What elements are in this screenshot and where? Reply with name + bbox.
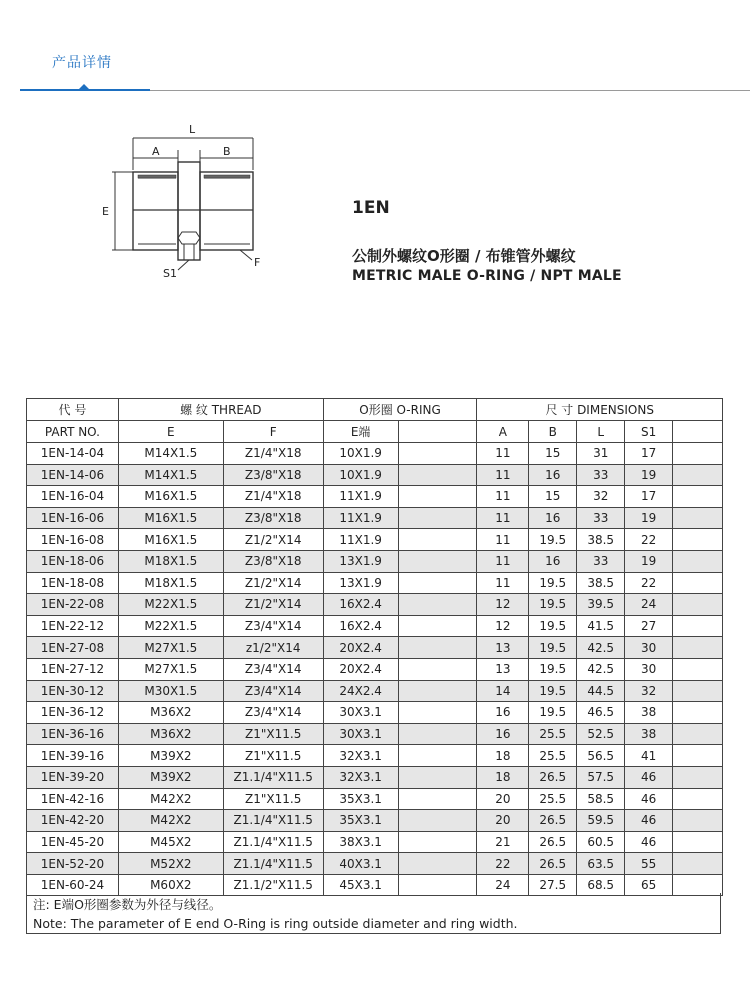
table-cell: Z1/2"X14 xyxy=(223,529,323,551)
table-cell: 11 xyxy=(477,507,529,529)
table-cell: 11X1.9 xyxy=(323,507,398,529)
table-cell: 24X2.4 xyxy=(323,680,398,702)
empty-cell xyxy=(673,594,723,616)
table-row xyxy=(27,615,723,637)
table-cell: 41.5 xyxy=(577,615,625,637)
table-cell: 24 xyxy=(625,594,673,616)
table-cell: M16X1.5 xyxy=(118,486,223,508)
empty-cell xyxy=(673,550,723,572)
empty-cell xyxy=(398,810,477,832)
table-cell: 19 xyxy=(625,464,673,486)
table-cell: 19.5 xyxy=(529,680,577,702)
dim-label-E: E xyxy=(102,205,109,218)
table-cell: Z1/4"X18 xyxy=(223,443,323,465)
table-cell: 1EN-16-08 xyxy=(27,529,119,551)
table-cell: 1EN-14-04 xyxy=(27,443,119,465)
table-cell: M45X2 xyxy=(118,831,223,853)
empty-cell xyxy=(673,443,723,465)
table-cell: 1EN-16-06 xyxy=(27,507,119,529)
table-row xyxy=(27,594,723,616)
empty-cell xyxy=(398,702,477,724)
empty-cell xyxy=(673,723,723,745)
table-cell: 14 xyxy=(477,680,529,702)
header-A: A xyxy=(477,421,529,443)
table-cell: 11 xyxy=(477,572,529,594)
header-tab-underline xyxy=(20,89,150,91)
table-cell: 46 xyxy=(625,810,673,832)
table-cell: 45X3.1 xyxy=(323,874,398,896)
table-cell: 41 xyxy=(625,745,673,767)
table-cell: 20X2.4 xyxy=(323,637,398,659)
table-cell: M42X2 xyxy=(118,788,223,810)
table-cell: 25.5 xyxy=(529,745,577,767)
table-cell: 58.5 xyxy=(577,788,625,810)
dim-label-A: A xyxy=(152,145,160,158)
table-row xyxy=(27,507,723,529)
header-B: B xyxy=(529,421,577,443)
empty-cell xyxy=(398,529,477,551)
table-cell: 33 xyxy=(577,507,625,529)
table-row xyxy=(27,550,723,572)
table-cell: M22X1.5 xyxy=(118,615,223,637)
table-cell: 10X1.9 xyxy=(323,464,398,486)
table-cell: 30 xyxy=(625,637,673,659)
table-row xyxy=(27,658,723,680)
table-cell: M22X1.5 xyxy=(118,594,223,616)
table-cell: 56.5 xyxy=(577,745,625,767)
table-cell: 32X3.1 xyxy=(323,766,398,788)
table-cell: 22 xyxy=(625,529,673,551)
table-cell: 52.5 xyxy=(577,723,625,745)
empty-cell xyxy=(398,766,477,788)
empty-cell xyxy=(673,658,723,680)
table-cell: 65 xyxy=(625,874,673,896)
empty-cell xyxy=(673,615,723,637)
header-empty-end xyxy=(673,421,723,443)
table-cell: 18 xyxy=(477,766,529,788)
empty-cell xyxy=(673,788,723,810)
empty-cell xyxy=(398,486,477,508)
table-cell: 1EN-60-24 xyxy=(27,874,119,896)
table-cell: 30 xyxy=(625,658,673,680)
dim-label-B: B xyxy=(223,145,231,158)
table-cell: Z1/2"X14 xyxy=(223,572,323,594)
table-cell: 1EN-30-12 xyxy=(27,680,119,702)
table-cell: Z1"X11.5 xyxy=(223,745,323,767)
table-cell: M42X2 xyxy=(118,810,223,832)
table-cell: 68.5 xyxy=(577,874,625,896)
table-cell: 1EN-42-16 xyxy=(27,788,119,810)
table-row xyxy=(27,486,723,508)
table-cell: Z3/4"X14 xyxy=(223,615,323,637)
table-cell: 1EN-16-04 xyxy=(27,486,119,508)
empty-cell xyxy=(398,615,477,637)
table-cell: Z3/8"X18 xyxy=(223,464,323,486)
table-row xyxy=(27,788,723,810)
table-cell: 26.5 xyxy=(529,853,577,875)
table-row xyxy=(27,723,723,745)
table-cell: Z1.1/4"X11.5 xyxy=(223,853,323,875)
table-cell: 31 xyxy=(577,443,625,465)
table-cell: 1EN-27-12 xyxy=(27,658,119,680)
header-code: 代 号 xyxy=(27,399,119,421)
empty-cell xyxy=(398,550,477,572)
table-row xyxy=(27,529,723,551)
table-cell: 40X3.1 xyxy=(323,853,398,875)
table-row xyxy=(27,766,723,788)
table-cell: 55 xyxy=(625,853,673,875)
table-cell: M14X1.5 xyxy=(118,464,223,486)
table-cell: Z3/4"X14 xyxy=(223,680,323,702)
table-cell: 1EN-22-08 xyxy=(27,594,119,616)
empty-cell xyxy=(673,507,723,529)
empty-cell xyxy=(673,637,723,659)
table-cell: 26.5 xyxy=(529,766,577,788)
header-part-no: PART NO. xyxy=(27,421,119,443)
table-cell: 20X2.4 xyxy=(323,658,398,680)
table-cell: 27.5 xyxy=(529,874,577,896)
table-cell: 42.5 xyxy=(577,658,625,680)
empty-cell xyxy=(673,745,723,767)
table-cell: 42.5 xyxy=(577,637,625,659)
table-cell: 18 xyxy=(477,745,529,767)
table-cell: M27X1.5 xyxy=(118,658,223,680)
table-cell: 17 xyxy=(625,486,673,508)
table-note xyxy=(26,893,721,934)
table-cell: 1EN-42-20 xyxy=(27,810,119,832)
table-cell: 16 xyxy=(529,550,577,572)
table-cell: Z3/4"X14 xyxy=(223,658,323,680)
table-cell: 1EN-39-20 xyxy=(27,766,119,788)
empty-cell xyxy=(673,702,723,724)
empty-cell xyxy=(673,464,723,486)
table-cell: 13 xyxy=(477,658,529,680)
table-row xyxy=(27,464,723,486)
empty-cell xyxy=(398,723,477,745)
table-cell: 1EN-36-12 xyxy=(27,702,119,724)
table-cell: 1EN-36-16 xyxy=(27,723,119,745)
table-cell: M30X1.5 xyxy=(118,680,223,702)
table-cell: M18X1.5 xyxy=(118,572,223,594)
header-tab[interactable]: 产品详情 xyxy=(52,55,112,71)
table-cell: Z1/2"X14 xyxy=(223,594,323,616)
table-cell: M52X2 xyxy=(118,853,223,875)
empty-cell xyxy=(398,572,477,594)
table-cell: 1EN-27-08 xyxy=(27,637,119,659)
table-cell: 12 xyxy=(477,615,529,637)
table-cell: 26.5 xyxy=(529,810,577,832)
table-cell: z1/2"X14 xyxy=(223,637,323,659)
table-cell: Z1.1/4"X11.5 xyxy=(223,810,323,832)
empty-cell xyxy=(673,572,723,594)
empty-cell xyxy=(398,594,477,616)
table-cell: Z1.1/4"X11.5 xyxy=(223,831,323,853)
table-cell: 10X1.9 xyxy=(323,443,398,465)
table-cell: 32 xyxy=(577,486,625,508)
table-row xyxy=(27,572,723,594)
header-F: F xyxy=(223,421,323,443)
table-cell: 38 xyxy=(625,702,673,724)
header-S1: S1 xyxy=(625,421,673,443)
product-title-en: METRIC MALE O-RING / NPT MALE xyxy=(352,268,622,284)
table-cell: 1EN-18-06 xyxy=(27,550,119,572)
dim-label-F: F xyxy=(254,256,261,269)
table-row xyxy=(27,853,723,875)
table-cell: 1EN-14-06 xyxy=(27,464,119,486)
header-empty xyxy=(398,421,477,443)
table-cell: 44.5 xyxy=(577,680,625,702)
table-cell: 1EN-39-16 xyxy=(27,745,119,767)
table-cell: M16X1.5 xyxy=(118,529,223,551)
table-cell: 16 xyxy=(477,702,529,724)
table-cell: 19.5 xyxy=(529,658,577,680)
table-cell: 35X3.1 xyxy=(323,788,398,810)
table-cell: 16 xyxy=(529,507,577,529)
empty-cell xyxy=(398,658,477,680)
table-cell: 39.5 xyxy=(577,594,625,616)
empty-cell xyxy=(398,831,477,853)
empty-cell xyxy=(673,680,723,702)
table-cell: 11 xyxy=(477,529,529,551)
empty-cell xyxy=(398,788,477,810)
table-cell: Z1"X11.5 xyxy=(223,723,323,745)
table-cell: 22 xyxy=(477,853,529,875)
table-cell: 46 xyxy=(625,766,673,788)
table-cell: 46.5 xyxy=(577,702,625,724)
empty-cell xyxy=(398,853,477,875)
table-cell: 21 xyxy=(477,831,529,853)
product-code: 1EN xyxy=(352,198,390,218)
table-cell: 30X3.1 xyxy=(323,702,398,724)
table-cell: 32X3.1 xyxy=(323,745,398,767)
empty-cell xyxy=(398,637,477,659)
empty-cell xyxy=(673,529,723,551)
header-E: E xyxy=(118,421,223,443)
header-oring: O形圈 O-RING xyxy=(323,399,477,421)
table-cell: 11X1.9 xyxy=(323,529,398,551)
empty-cell xyxy=(398,443,477,465)
table-cell: 12 xyxy=(477,594,529,616)
table-cell: 63.5 xyxy=(577,853,625,875)
table-row xyxy=(27,831,723,853)
table-row xyxy=(27,637,723,659)
empty-cell xyxy=(673,766,723,788)
table-cell: 25.5 xyxy=(529,788,577,810)
table-cell: 33 xyxy=(577,550,625,572)
table-cell: 19.5 xyxy=(529,529,577,551)
table-cell: 19.5 xyxy=(529,572,577,594)
table-cell: M36X2 xyxy=(118,702,223,724)
table-cell: 19.5 xyxy=(529,615,577,637)
table-cell: 16X2.4 xyxy=(323,594,398,616)
table-cell: 25.5 xyxy=(529,723,577,745)
empty-cell xyxy=(673,831,723,853)
dim-label-S1: S1 xyxy=(163,267,177,280)
table-cell: Z1/4"X18 xyxy=(223,486,323,508)
table-cell: 38.5 xyxy=(577,529,625,551)
table-cell: 60.5 xyxy=(577,831,625,853)
table-row xyxy=(27,702,723,724)
header-tab-notch xyxy=(79,84,89,89)
table-cell: 19 xyxy=(625,550,673,572)
table-row xyxy=(27,810,723,832)
table-cell: 11 xyxy=(477,550,529,572)
header-L: L xyxy=(577,421,625,443)
table-cell: 27 xyxy=(625,615,673,637)
table-cell: Z3/8"X18 xyxy=(223,550,323,572)
table-cell: 16X2.4 xyxy=(323,615,398,637)
table-cell: 20 xyxy=(477,788,529,810)
table-cell: 11 xyxy=(477,486,529,508)
table-cell: 19.5 xyxy=(529,594,577,616)
table-cell: M16X1.5 xyxy=(118,507,223,529)
table-cell: 20 xyxy=(477,810,529,832)
note-en: Note: The parameter of E end O-Ring is ring outside diameter and ring width. xyxy=(33,916,518,931)
table-cell: 46 xyxy=(625,788,673,810)
table-cell: 1EN-18-08 xyxy=(27,572,119,594)
table-cell: M39X2 xyxy=(118,766,223,788)
table-cell: Z1"X11.5 xyxy=(223,788,323,810)
header-E-end: E端 xyxy=(323,421,398,443)
table-cell: 30X3.1 xyxy=(323,723,398,745)
table-cell: 33 xyxy=(577,464,625,486)
empty-cell xyxy=(398,507,477,529)
table-cell: 16 xyxy=(529,464,577,486)
table-cell: 13 xyxy=(477,637,529,659)
table-cell: M39X2 xyxy=(118,745,223,767)
table-row xyxy=(27,680,723,702)
table-cell: 35X3.1 xyxy=(323,810,398,832)
table-cell: 32 xyxy=(625,680,673,702)
header-thread: 螺 纹 THREAD xyxy=(118,399,323,421)
table-cell: 57.5 xyxy=(577,766,625,788)
table-cell: 1EN-52-20 xyxy=(27,853,119,875)
table-cell: Z1.1/4"X11.5 xyxy=(223,766,323,788)
empty-cell xyxy=(673,810,723,832)
table-cell: 24 xyxy=(477,874,529,896)
table-row xyxy=(27,443,723,465)
table-cell: 19 xyxy=(625,507,673,529)
table-cell: M14X1.5 xyxy=(118,443,223,465)
note-cn: 注: E端O形圈参数为外径与线径。 xyxy=(33,897,222,912)
table-cell: 15 xyxy=(529,443,577,465)
table-cell: 38X3.1 xyxy=(323,831,398,853)
table-cell: 11 xyxy=(477,443,529,465)
table-cell: 46 xyxy=(625,831,673,853)
table-cell: 1EN-22-12 xyxy=(27,615,119,637)
table-row xyxy=(27,745,723,767)
table-cell: 15 xyxy=(529,486,577,508)
header-dimensions: 尺 寸 DIMENSIONS xyxy=(477,399,723,421)
table-cell: 59.5 xyxy=(577,810,625,832)
table-cell: 19.5 xyxy=(529,702,577,724)
empty-cell xyxy=(398,745,477,767)
table-cell: 19.5 xyxy=(529,637,577,659)
table-cell: Z1.1/2"X11.5 xyxy=(223,874,323,896)
product-title-cn: 公制外螺纹O形圈 / 布锥管外螺纹 xyxy=(352,247,576,265)
table-cell: 11 xyxy=(477,464,529,486)
table-cell: 13X1.9 xyxy=(323,550,398,572)
table-cell: M18X1.5 xyxy=(118,550,223,572)
table-cell: 22 xyxy=(625,572,673,594)
empty-cell xyxy=(398,464,477,486)
table-cell: Z3/8"X18 xyxy=(223,507,323,529)
table-cell: M27X1.5 xyxy=(118,637,223,659)
table-cell: 13X1.9 xyxy=(323,572,398,594)
table-cell: 16 xyxy=(477,723,529,745)
table-cell: 17 xyxy=(625,443,673,465)
table-cell: 11X1.9 xyxy=(323,486,398,508)
table-cell: M60X2 xyxy=(118,874,223,896)
table-cell: Z3/4"X14 xyxy=(223,702,323,724)
table-cell: 38 xyxy=(625,723,673,745)
table-cell: 1EN-45-20 xyxy=(27,831,119,853)
table-cell: 26.5 xyxy=(529,831,577,853)
table-cell: 38.5 xyxy=(577,572,625,594)
fitting-drawing xyxy=(90,120,280,290)
dimension-table xyxy=(26,398,723,896)
table-cell: M36X2 xyxy=(118,723,223,745)
empty-cell xyxy=(673,486,723,508)
empty-cell xyxy=(398,680,477,702)
dim-label-L: L xyxy=(189,123,196,136)
empty-cell xyxy=(673,853,723,875)
